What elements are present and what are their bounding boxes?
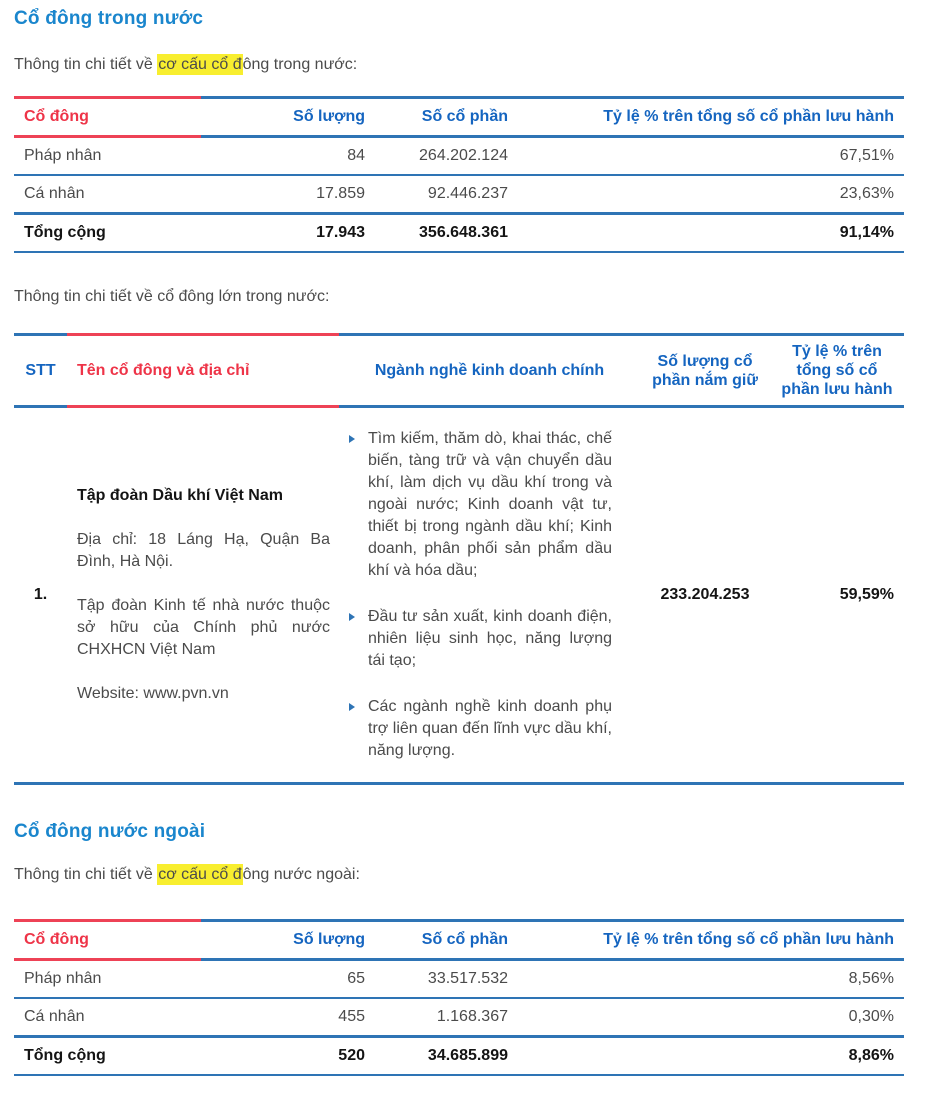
table-row bbox=[14, 998, 904, 1037]
section-title-foreign: Cổ đông nước ngoài bbox=[14, 821, 206, 842]
cell-shares: 1.168.367 bbox=[368, 998, 512, 1037]
cell-label: Pháp nhân bbox=[14, 137, 201, 176]
cell-total-ratio: 8,86% bbox=[512, 1037, 904, 1076]
col-header-ratio: Tỷ lệ % trên tổng số cổ phần lưu hành bbox=[512, 98, 904, 137]
intro-major-shareholders: Thông tin chi tiết về cổ đông lớn trong nước: bbox=[14, 288, 330, 305]
section-title-domestic: Cổ đông trong nước bbox=[14, 8, 204, 29]
foreign-structure-table bbox=[14, 919, 904, 1076]
intro-domestic-suffix: ông trong nước: bbox=[242, 56, 358, 73]
highlighted-text: cơ cấu cổ đ bbox=[158, 866, 242, 883]
cell-ratio: 67,51% bbox=[512, 137, 904, 176]
cell-count: 455 bbox=[201, 998, 368, 1037]
col-header-shareholder: Cổ đông bbox=[14, 921, 201, 960]
company-ownership: Tập đoàn Kinh tế nhà nước thuộc sở hữu của Chính phủ nước CHXHCN Việt Nam bbox=[77, 597, 330, 658]
table-header-row bbox=[14, 335, 904, 407]
cell-total-count: 520 bbox=[201, 1037, 368, 1076]
cell-shares: 33.517.532 bbox=[368, 960, 512, 999]
col-header-count: Số lượng bbox=[201, 921, 368, 960]
col-header-shareholder: Cổ đông bbox=[14, 98, 201, 137]
intro-domestic-prefix: Thông tin chi tiết về bbox=[14, 56, 158, 73]
cell-ratio: 8,56% bbox=[512, 960, 904, 999]
cell-count: 84 bbox=[201, 137, 368, 176]
col-header-shares: Số cổ phần bbox=[368, 98, 512, 137]
cell-ratio: 0,30% bbox=[512, 998, 904, 1037]
cell-total-count: 17.943 bbox=[201, 214, 368, 253]
company-website: Website: www.pvn.vn bbox=[77, 685, 229, 702]
intro-foreign-prefix: Thông tin chi tiết về bbox=[14, 866, 158, 883]
cell-shares-held: 233.204.253 bbox=[640, 407, 770, 784]
col-header-ratio: Tỷ lệ % trên tổng số cổ phần lưu hành bbox=[770, 335, 904, 407]
business-line-item: Đầu tư sản xuất, kinh doanh điện, nhiên liệu sinh học, năng lượng tái tạo; bbox=[347, 606, 612, 672]
highlighted-text: cơ cấu cổ đ bbox=[158, 56, 242, 73]
table-header-row bbox=[14, 921, 904, 960]
table-row bbox=[14, 960, 904, 999]
business-line-item: Tìm kiếm, thăm dò, khai thác, chế biến, tàng trữ và vận chuyển dầu khí, làm dịch vụ dầu khí trong và ngoài nước; Kinh doanh vật tư, thiết bị trong ngành dầu khí; Kinh doanh, phân phối sản phẩm dầu khí và hóa dầu; bbox=[347, 428, 612, 582]
business-line-item: Các ngành nghề kinh doanh phụ trợ liên quan đến lĩnh vực dầu khí, năng lượng. bbox=[347, 696, 612, 762]
cell-ratio: 23,63% bbox=[512, 175, 904, 214]
col-header-shares: Số cổ phần bbox=[368, 921, 512, 960]
intro-domestic bbox=[14, 55, 904, 75]
cell-total-label: Tổng cộng bbox=[14, 214, 201, 253]
cell-ratio: 59,59% bbox=[770, 407, 904, 784]
bullet-triangle-icon bbox=[349, 435, 355, 443]
col-header-ratio: Tỷ lệ % trên tổng số cổ phần lưu hành bbox=[512, 921, 904, 960]
intro-foreign-suffix: ông nước ngoài: bbox=[242, 866, 360, 883]
major-shareholder-table bbox=[14, 333, 904, 785]
company-address: Địa chỉ: 18 Láng Hạ, Quận Ba Đình, Hà Nội. bbox=[77, 531, 330, 570]
cell-total-shares: 34.685.899 bbox=[368, 1037, 512, 1076]
col-header-stt: STT bbox=[14, 335, 67, 407]
cell-shares: 264.202.124 bbox=[368, 137, 512, 176]
intro-foreign bbox=[14, 865, 904, 885]
col-header-business: Ngành nghề kinh doanh chính bbox=[339, 335, 640, 407]
cell-total-label: Tổng cộng bbox=[14, 1037, 201, 1076]
col-header-count: Số lượng bbox=[201, 98, 368, 137]
major-shareholder-row bbox=[14, 407, 904, 784]
cell-total-shares: 356.648.361 bbox=[368, 214, 512, 253]
table-total-row bbox=[14, 214, 904, 253]
bullet-triangle-icon bbox=[349, 613, 355, 621]
cell-count: 65 bbox=[201, 960, 368, 999]
col-header-name-address: Tên cổ đông và địa chỉ bbox=[67, 335, 339, 407]
cell-name-address bbox=[67, 407, 339, 784]
table-row bbox=[14, 175, 904, 214]
table-total-row bbox=[14, 1037, 904, 1076]
cell-shares: 92.446.237 bbox=[368, 175, 512, 214]
company-name: Tập đoàn Dầu khí Việt Nam bbox=[77, 487, 283, 504]
cell-label: Cá nhân bbox=[14, 998, 201, 1037]
bullet-triangle-icon bbox=[349, 703, 355, 711]
cell-business-lines bbox=[339, 407, 640, 784]
table-row bbox=[14, 137, 904, 176]
cell-total-ratio: 91,14% bbox=[512, 214, 904, 253]
cell-label: Pháp nhân bbox=[14, 960, 201, 999]
cell-count: 17.859 bbox=[201, 175, 368, 214]
table-header-row bbox=[14, 98, 904, 137]
cell-stt: 1. bbox=[14, 407, 67, 784]
domestic-structure-table bbox=[14, 96, 904, 253]
col-header-shares-held: Số lượng cổ phần nắm giữ bbox=[640, 335, 770, 407]
cell-label: Cá nhân bbox=[14, 175, 201, 214]
